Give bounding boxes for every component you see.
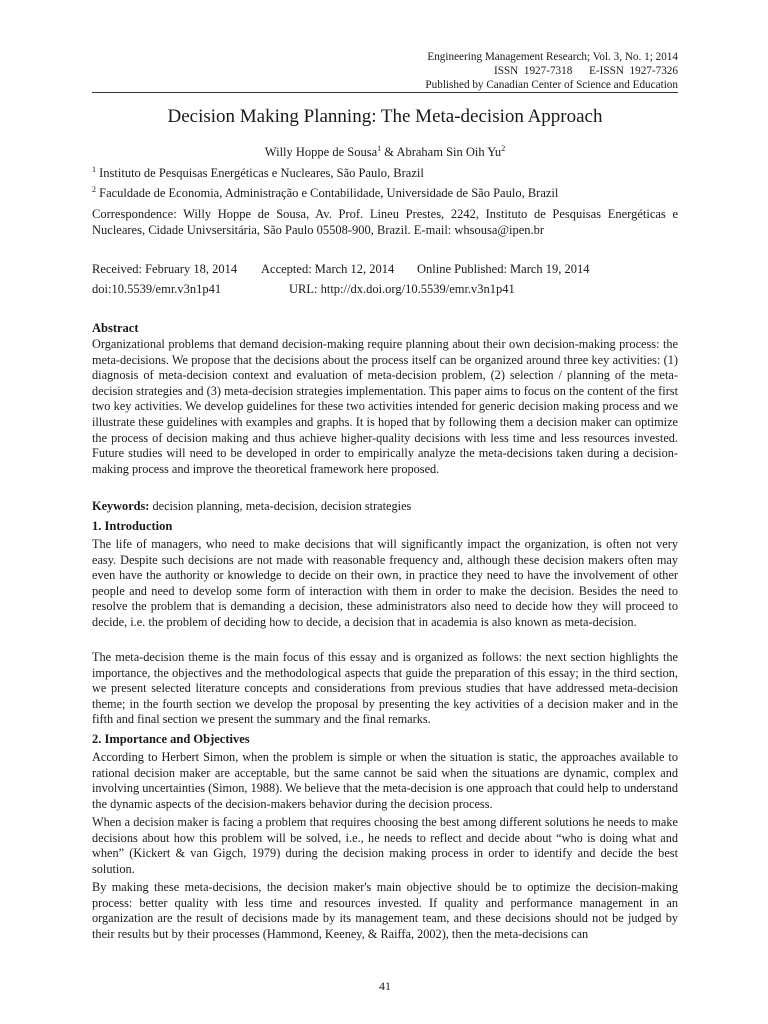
paragraph: When a decision maker is facing a problem that requires choosing the best among different solutions he needs to make decisions about how this problem will be solved, i.e., he needs to reflect and decide about “who is doing what and when” (Kickert & van Gigch, 1979) during the decision making process in order to identify and decide the best solution.: [92, 815, 678, 876]
author-affiliation-mark: 1: [377, 144, 382, 153]
issn-line: ISSN 1927-7318 E-ISSN 1927-7326: [494, 65, 678, 77]
affiliation-mark: 2: [92, 185, 96, 194]
keywords-text: decision planning, meta-decision, decision strategies: [149, 499, 412, 513]
publisher-line: Published by Canadian Center of Science and Education: [425, 79, 678, 91]
author-connector: &: [381, 145, 397, 159]
journal-header: [278, 50, 678, 92]
published-date: Online Published: March 19, 2014: [417, 262, 590, 276]
journal-citation: Engineering Management Research; Vol. 3, No. 1; 2014: [427, 51, 678, 63]
header-rule: [92, 92, 678, 93]
affiliation-text: Faculdade de Economia, Administração e Contabilidade, Universidade de São Paulo, Brazil: [96, 186, 559, 200]
author-name: Willy Hoppe de Sousa: [264, 145, 378, 159]
author-affiliation-mark: 2: [501, 144, 506, 153]
abstract-heading: Abstract: [92, 321, 139, 335]
doi-text: doi:10.5539/emr.v3n1p41: [92, 282, 222, 296]
author-line: [92, 141, 678, 160]
affiliation-mark: 1: [92, 165, 96, 174]
section-heading: 1. Introduction: [92, 519, 173, 533]
abstract-text: Organizational problems that demand decision-making require planning about their own decision-making process: the meta-decisions. We propose that the decisions about the process itself can be organized around three key activities: (1) diagnosis of meta-decision context and evaluation of meta-decision problem, (2) selection / planning of the meta-decision strategies and (3) meta-decision strategies implementation. This paper aims to focus on the content of the first two key activities. We develop guidelines for these two activities intended for generic decision making process and we illustrate these guidelines with examples and graphs. It is hoped that by following them a decision maker can optimize the process of decision making and thus achieve higher-quality decisions with less time and less resources invested. Future studies will need to be developed in order to empirically analyze the meta-decisions taken during a decision-making process and improve the theoretical framework here proposed.: [92, 337, 678, 476]
affiliation-2: [92, 182, 678, 201]
paragraph: By making these meta-decisions, the decision maker's main objective should be to optimize the decision-making process: better quality with less time and resources invested. If quality and performance management in an organization are the result of decisions made by its management team, and these decisions should not be judged by their results but by their processes (Hammond, Keeney, & Raiffa, 2002), then the meta-decisions can: [92, 880, 678, 941]
page-number: 41: [379, 979, 391, 993]
keywords-label: Keywords:: [92, 499, 150, 513]
paragraph: The meta-decision theme is the main focus of this essay and is organized as follows: the next section highlights the importance, the objectives and the methodological aspects that guide the preparation of this essay; in the third section, we present selected literature concepts and considerations from previous studies that have addressed meta-decision theme; in the fourth section we develop the proposal by presenting the key activities of a decision maker and in the fifth and final section we present the summary and the final remarks.: [92, 650, 678, 727]
paragraph: According to Herbert Simon, when the problem is simple or when the situation is static, the approaches available to rational decision maker are acceptable, but the same cannot be said when the situations are dynamic, complex and involving uncertainties (Simon, 1988). We believe that the meta-decision is one approach that could help to understand the dynamic aspects of the decision-makers behavior during the decision process.: [92, 750, 678, 811]
paragraph: The life of managers, who need to make decisions that will significantly impact the organization, is often not very easy. Despite such decisions are not made with reasonable frequency and, although these decision makers often may even have the authority or knowledge to decide on their own, in practice they need to have the involvement of other people and need to develop some form of interaction with them in order to make the decision. Besides the need to resolve the problem that is demanding a decision, these administrators also need to decide how they will proceed to decide, i.e. the problem of deciding how to decide, a decision that in academia is also known as meta-decision.: [92, 537, 678, 629]
accepted-date: Accepted: March 12, 2014: [261, 262, 395, 276]
correspondence: Correspondence: Willy Hoppe de Sousa, Av. Prof. Lineu Prestes, 2242, Instituto de Pesquisas Energéticas e Nucleares, Cidade Univsersitária, São Paulo 05508-900, Brazil. E-mail: whsousa@ipen.br: [92, 207, 678, 237]
received-date: Received: February 18, 2014: [92, 262, 238, 276]
affiliation-1: [92, 162, 678, 181]
doi-url-link[interactable]: URL: http://dx.doi.org/10.5539/emr.v3n1p41: [289, 282, 515, 296]
author-name: Abraham Sin Oih Yu: [396, 145, 502, 159]
paper-title: Decision Making Planning: The Meta-decision Approach: [167, 106, 603, 127]
affiliation-text: Instituto de Pesquisas Energéticas e Nucleares, São Paulo, Brazil: [96, 166, 424, 180]
section-heading: 2. Importance and Objectives: [92, 732, 250, 746]
keywords: [92, 498, 678, 514]
